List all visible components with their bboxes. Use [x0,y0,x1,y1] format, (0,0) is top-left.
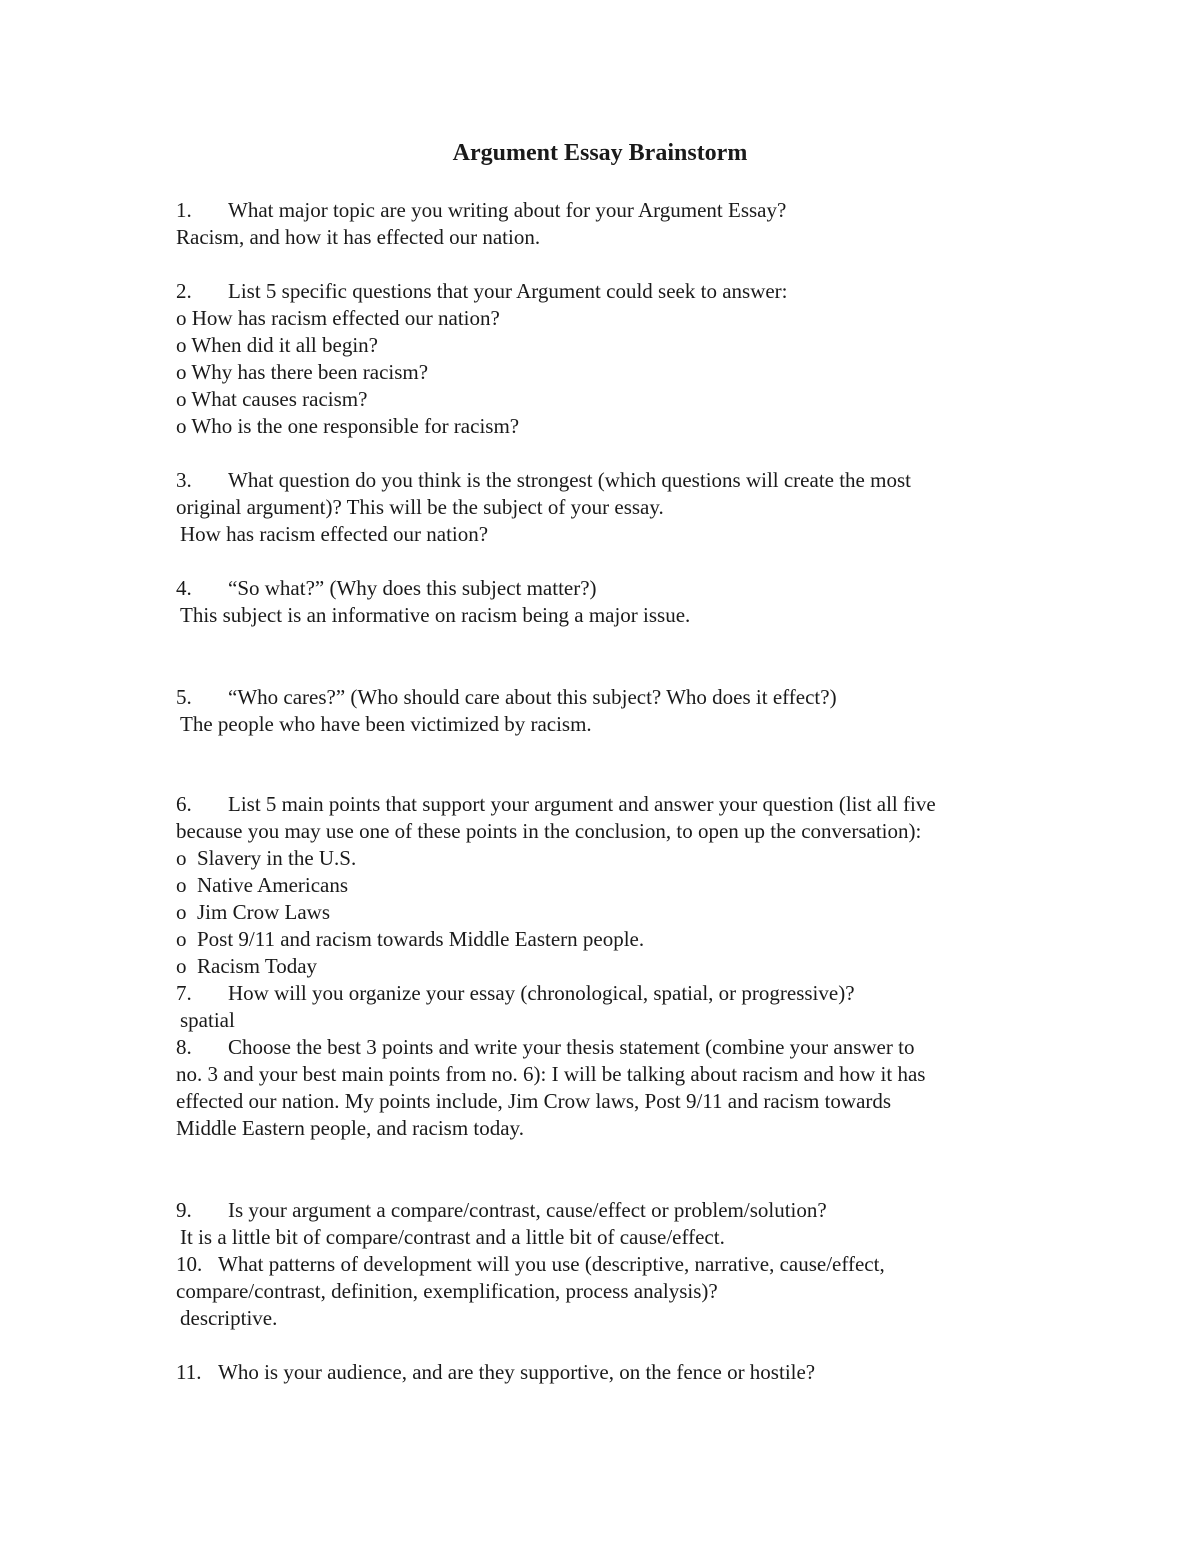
answer-1: Racism, and how it has effected our nation. [176,225,541,249]
question-text: What major topic are you writing about for your Argument Essay? [228,198,787,222]
answer-3: How has racism effected our nation? [180,522,489,546]
question-text: “Who cares?” (Who should care about this subject? Who does it effect?) [228,685,837,709]
answer-4: This subject is an informative on racism being a major issue. [180,603,691,627]
question-8 [176,1034,914,1061]
question-2 [176,278,788,305]
list-item: o Racism Today [176,954,318,978]
answer-8-line: no. 3 and your best main points from no. 6): I will be talking about racism and how it has [176,1062,926,1086]
answer-8-line: Middle Eastern people, and racism today. [176,1116,524,1140]
question-10 [176,1251,885,1278]
question-text: Choose the best 3 points and write your thesis statement (combine your answer to [228,1035,915,1059]
question-6 [176,791,936,818]
question-3-continued: original argument)? This will be the subject of your essay. [176,495,664,519]
question-number: 5. [176,685,192,709]
question-7 [176,980,855,1007]
question-number: 2. [176,279,192,303]
list-item: o When did it all begin? [176,333,378,357]
list-item: o How has racism effected our nation? [176,306,500,330]
list-item: o Post 9/11 and racism towards Middle Eastern people. [176,927,645,951]
list-item: o Why has there been racism? [176,360,429,384]
question-10-continued: compare/contrast, definition, exemplification, process analysis)? [176,1279,718,1303]
list-item: o Jim Crow Laws [176,900,330,924]
answer-9: It is a little bit of compare/contrast and a little bit of cause/effect. [180,1225,725,1249]
question-5 [176,684,837,711]
question-number: 11. [176,1360,202,1384]
question-number: 7. [176,981,192,1005]
question-text: “So what?” (Why does this subject matter?) [228,576,597,600]
question-4 [176,575,597,602]
list-item: o What causes racism? [176,387,368,411]
question-number: 10. [176,1252,203,1276]
answer-5: The people who have been victimized by racism. [180,712,592,736]
question-number: 9. [176,1198,192,1222]
question-text: How will you organize your essay (chronological, spatial, or progressive)? [228,981,855,1005]
question-number: 6. [176,792,192,816]
question-3 [176,467,911,494]
answer-7: spatial [180,1008,235,1032]
question-number: 1. [176,198,192,222]
list-item: o Native Americans [176,873,349,897]
question-text: List 5 specific questions that your Argument could seek to answer: [228,279,788,303]
question-text: List 5 main points that support your argument and answer your question (list all five [228,792,936,816]
list-item: o Who is the one responsible for racism? [176,414,520,438]
question-text: What patterns of development will you use (descriptive, narrative, cause/effect, [218,1252,885,1276]
question-text: Is your argument a compare/contrast, cause/effect or problem/solution? [228,1198,827,1222]
question-text: What question do you think is the strongest (which questions will create the most [228,468,911,492]
question-11 [176,1359,815,1386]
question-number: 8. [176,1035,192,1059]
answer-8-line: effected our nation. My points include, Jim Crow laws, Post 9/11 and racism towards [176,1089,892,1113]
document-title: Argument Essay Brainstorm [452,140,748,166]
answer-10: descriptive. [180,1306,278,1330]
question-6-continued: because you may use one of these points in the conclusion, to open up the conversation): [176,819,922,843]
question-number: 3. [176,468,192,492]
list-item: o Slavery in the U.S. [176,846,357,870]
question-number: 4. [176,576,192,600]
question-9 [176,1197,827,1224]
question-1 [176,197,786,224]
question-text: Who is your audience, and are they supportive, on the fence or hostile? [218,1360,816,1384]
